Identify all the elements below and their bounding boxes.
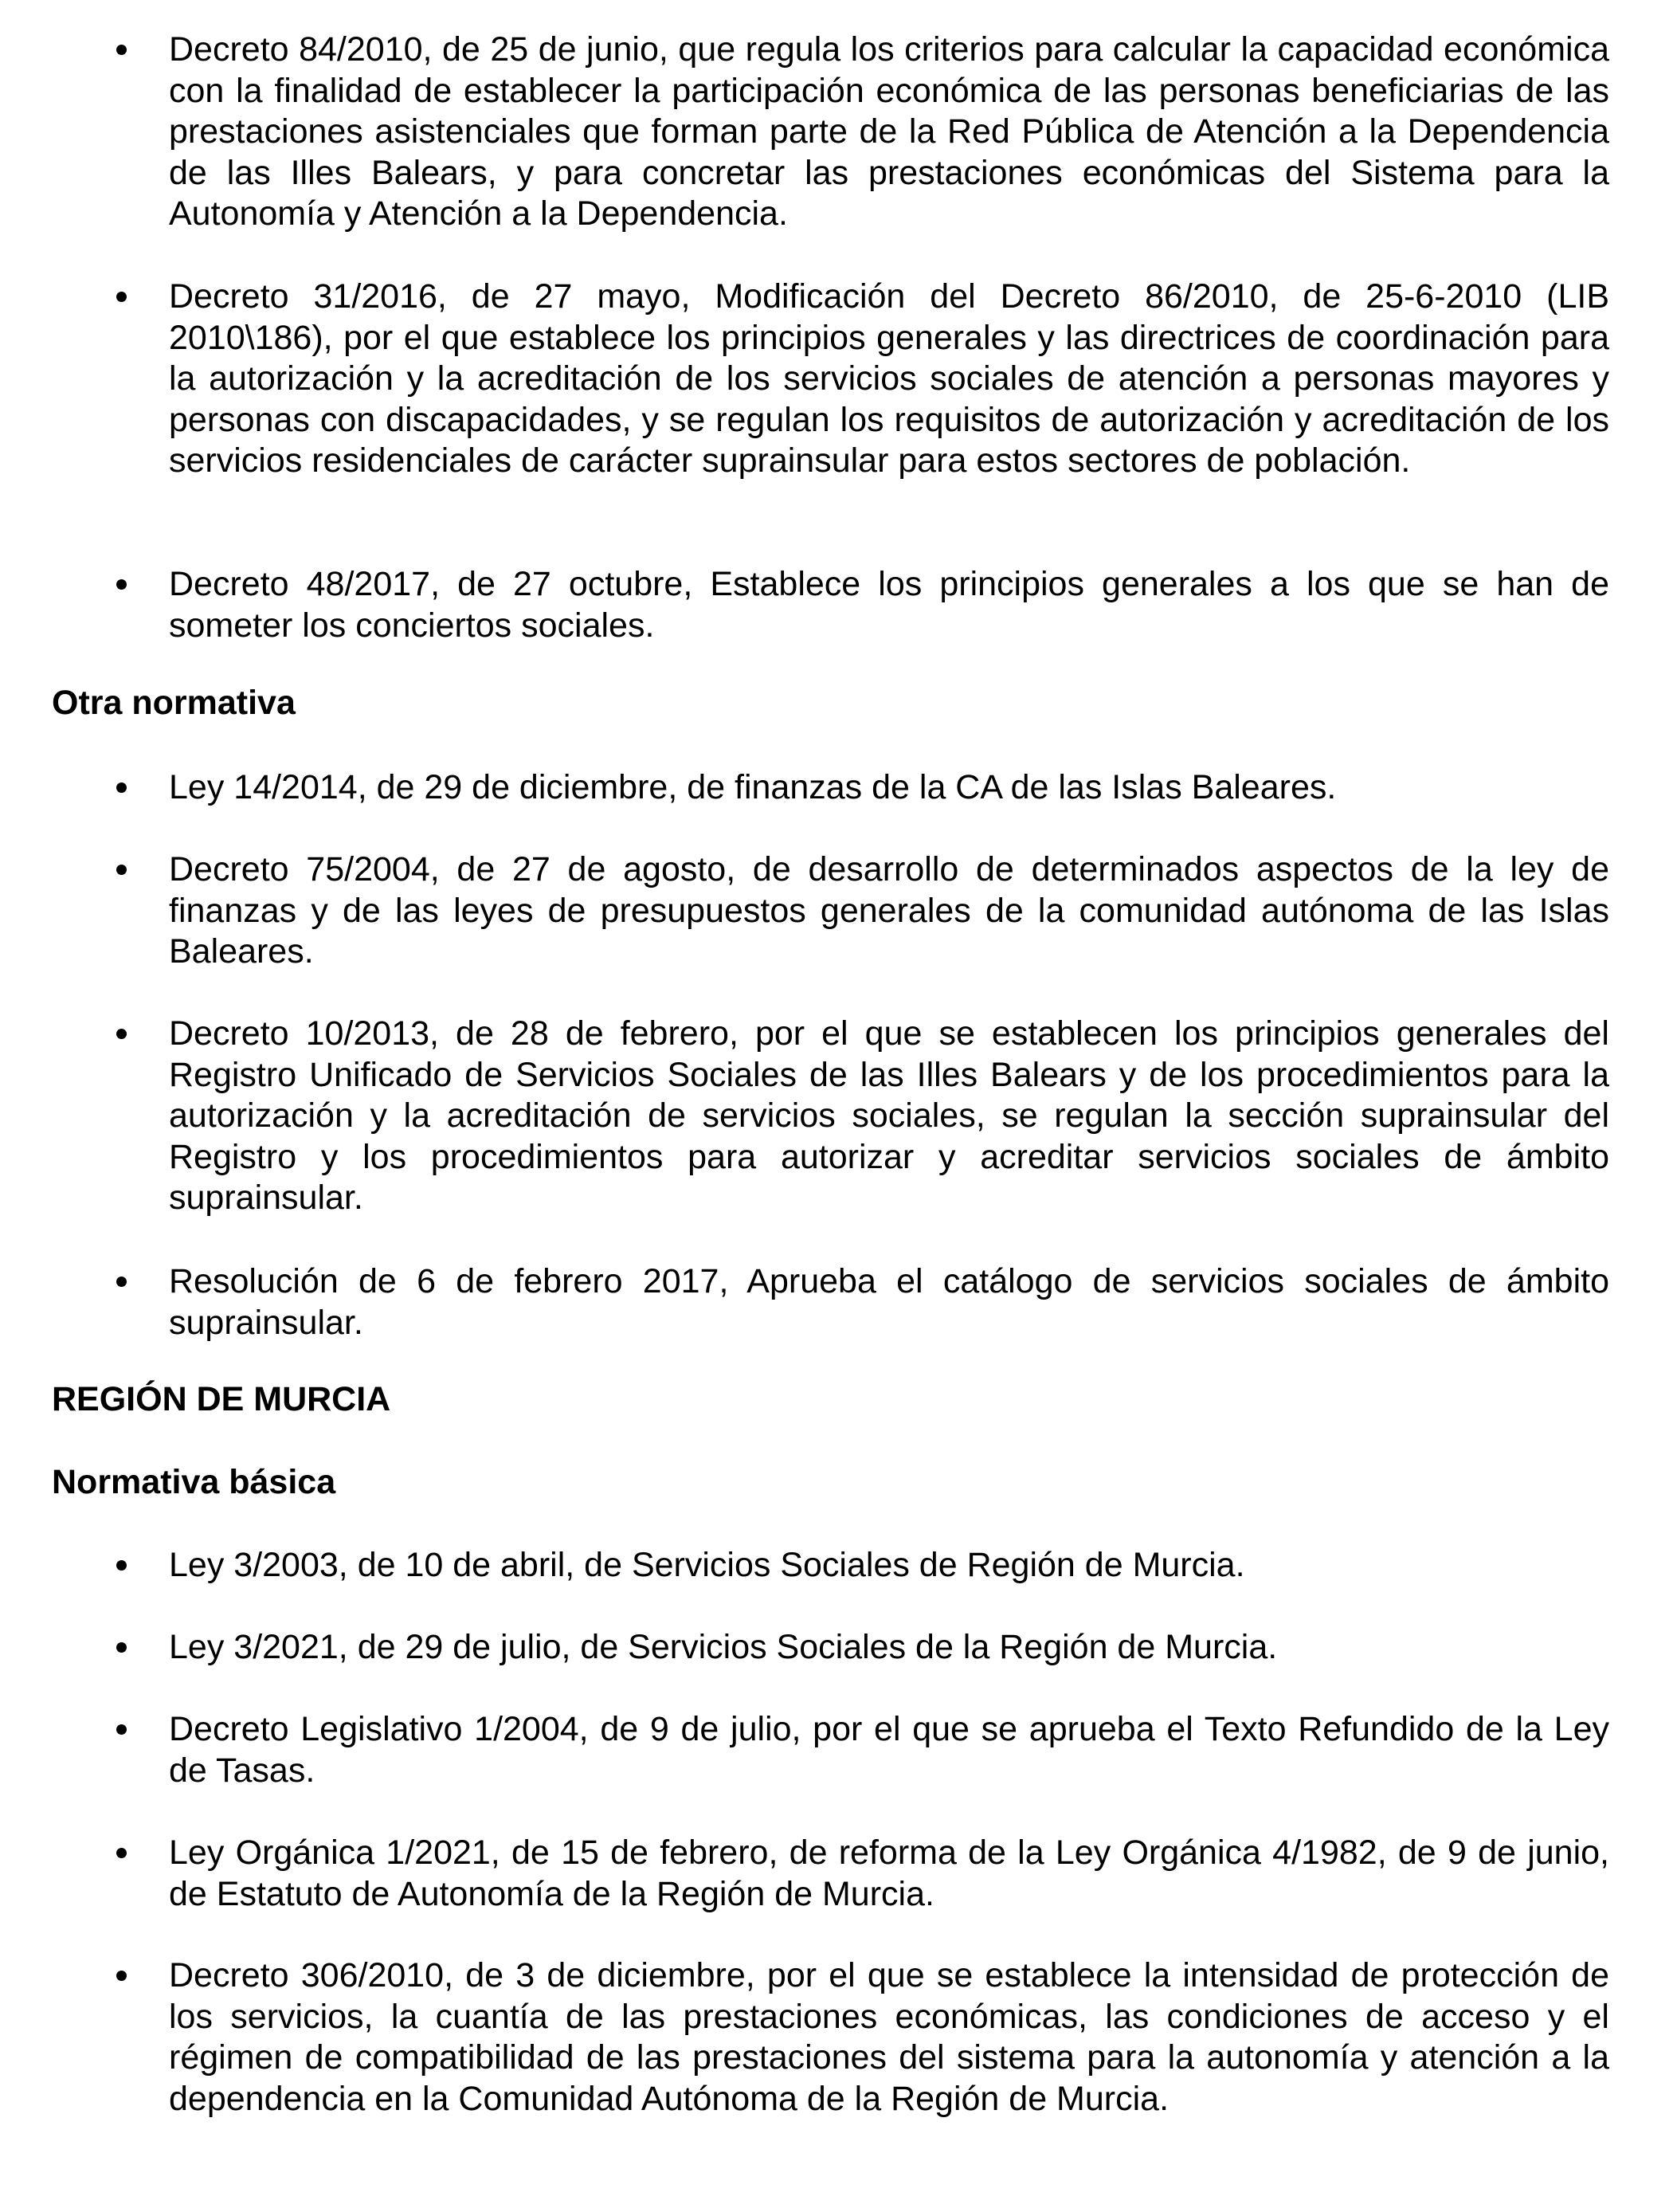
list-item: Ley 3/2021, de 29 de julio, de Servicios Sociales de la Región de Murcia. bbox=[169, 1628, 1278, 1666]
list-item: Resolución de 6 de febrero 2017, Aprueba el catálogo de servicios sociales de ámbito suprainsular. bbox=[169, 1262, 1609, 1342]
list-item: Ley 14/2014, de 29 de diciembre, de finanzas de la CA de las Islas Baleares. bbox=[169, 768, 1337, 806]
region-heading-murcia: REGIÓN DE MURCIA bbox=[52, 1380, 391, 1418]
list-item: Decreto 31/2016, de 27 mayo, Modificación del Decreto 86/2010, de 25-6-2010 (LIB 2010\186), por el que establece los principios generales y las directrices de coordinación para la autorización y la acreditación de los servicios sociales de atención a personas mayores y personas con discapacidades, y se regulan los requisitos de autorización y acreditación de los servicios residenciales de carácter suprainsular para estos sectores de población. bbox=[169, 277, 1609, 480]
section-heading-normativa-basica: Normativa básica bbox=[52, 1463, 336, 1501]
list-item: Decreto 84/2010, de 25 de junio, que regula los criterios para calcular la capacidad económica con la finalidad de establecer la participación económica de las personas beneficiarias de las prestaciones asistenciales que forman parte de la Red Pública de Atención a la Dependencia de las Illes Balears, y para concretar las prestaciones económicas del Sistema para la Autonomía y Atención a la Dependencia. bbox=[169, 30, 1609, 233]
list-item: Decreto 48/2017, de 27 octubre, Establece los principios generales a los que se han de someter los conciertos sociales. bbox=[169, 565, 1609, 645]
bullet-icon bbox=[113, 1014, 137, 1037]
bullet-icon bbox=[113, 1955, 137, 1979]
list-item: Decreto Legislativo 1/2004, de 9 de julio, por el que se aprueba el Texto Refundido de la Ley de Tasas. bbox=[169, 1710, 1609, 1790]
section-heading-otra-normativa: Otra normativa bbox=[52, 684, 296, 722]
bullet-icon bbox=[113, 1833, 137, 1857]
list-item: Decreto 306/2010, de 3 de diciembre, por el que se establece la intensidad de protección de los servicios, la cuantía de las prestaciones económicas, las condiciones de acceso y el régimen de compatibilidad de las prestaciones del sistema para la autonomía y atención a la dependencia en la Comunidad Autónoma de la Región de Murcia. bbox=[169, 1956, 1609, 2118]
list-item: Decreto 75/2004, de 27 de agosto, de desarrollo de determinados aspectos de la ley de finanzas y de las leyes de presupuestos generales de la comunidad autónoma de las Islas Baleares. bbox=[169, 850, 1609, 971]
list-item: Ley 3/2003, de 10 de abril, de Servicios Sociales de Región de Murcia. bbox=[169, 1546, 1245, 1584]
bullet-icon bbox=[113, 1261, 137, 1285]
bullet-icon bbox=[113, 1545, 137, 1569]
bullet-icon bbox=[113, 564, 137, 588]
bullet-icon bbox=[113, 276, 137, 300]
bullet-icon bbox=[113, 1627, 137, 1651]
list-item: Decreto 10/2013, de 28 de febrero, por el que se establecen los principios generales del Registro Unificado de Servicios Sociales de las Illes Balears y de los procedimientos para la autorización y la acreditación de servicios sociales, se regulan la sección suprainsular del Registro y los procedimientos para autorizar y acreditar servicios sociales de ámbito suprainsular. bbox=[169, 1014, 1609, 1217]
bullet-icon bbox=[113, 767, 137, 791]
bullet-icon bbox=[113, 849, 137, 873]
bullet-icon bbox=[113, 29, 137, 53]
list-item: Ley Orgánica 1/2021, de 15 de febrero, de reforma de la Ley Orgánica 4/1982, de 9 de junio, de Estatuto de Autonomía de la Región de Murcia. bbox=[169, 1834, 1609, 1913]
bullet-icon bbox=[113, 1709, 137, 1733]
